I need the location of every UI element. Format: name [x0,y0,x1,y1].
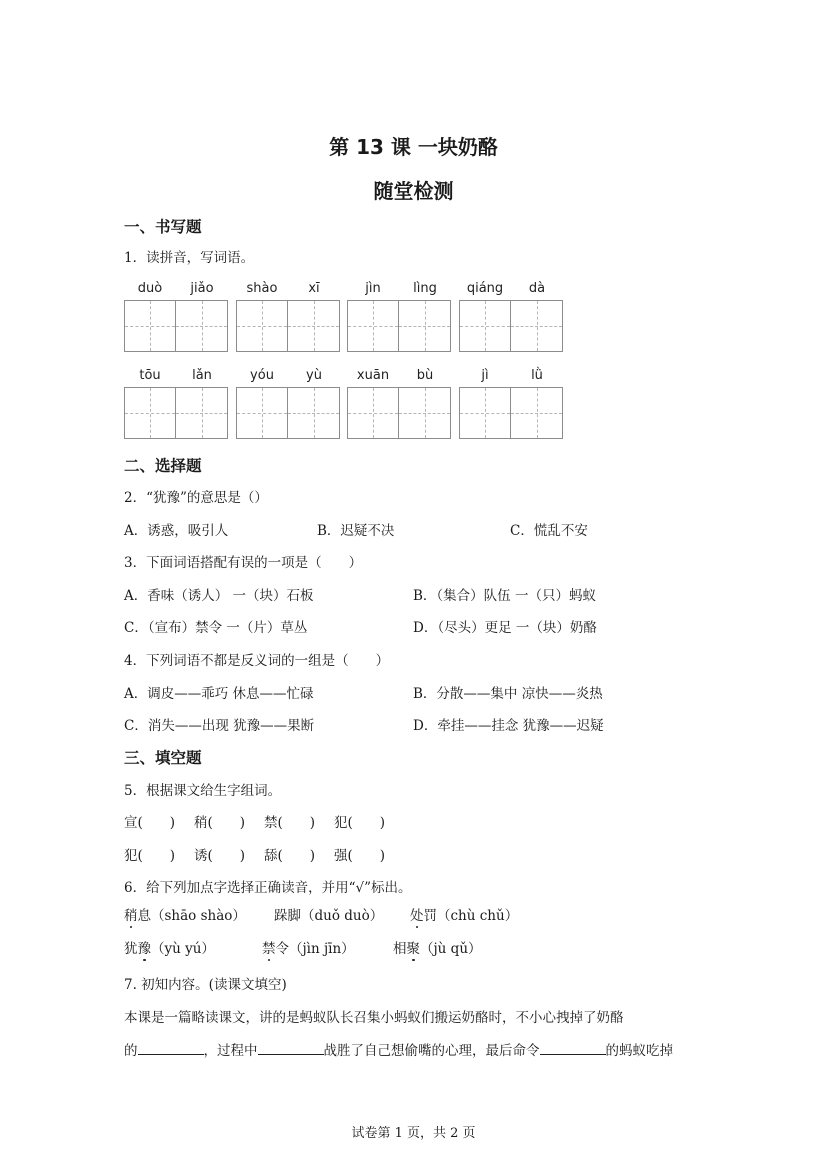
q7-text: 的 [124,1043,138,1059]
dotted-word-char: 息 [137,908,151,924]
guide-line [348,413,398,414]
page-title: 第 13 课 一块奶酪 [329,135,498,159]
pinyin-label: shào [246,281,278,296]
guide-line [125,326,175,327]
question-2-stem: 2．“犹豫”的意思是（） [124,490,268,506]
q3-option-d[interactable]: D．（尽头）更足 一（块）奶酪 [413,620,597,636]
writing-cell[interactable] [125,301,176,351]
question-6-stem: 6．给下列加点字选择正确读音，并用“√”标出。 [124,880,412,896]
q5-item[interactable]: 犯( ) [124,848,176,864]
writing-cell[interactable] [176,388,227,438]
writing-cell[interactable] [125,388,176,438]
q3-option-b[interactable]: B．（集合）队伍 一（只）蚂蚁 [413,588,596,604]
dotted-word-char: 聚 [407,937,421,957]
q5-item[interactable]: 犯( ) [334,815,386,831]
pinyin-label: qiáng [466,281,504,296]
pinyin-choices[interactable]: （jù qǔ） [420,941,482,957]
question-1-stem: 1．读拼音，写词语。 [124,250,255,266]
guide-line [125,413,175,414]
dotted-word-char: 稍 [124,904,138,924]
writing-cell[interactable] [237,301,288,351]
q2-option-b[interactable]: B．迟疑不决 [317,523,395,539]
dotted-word-char: 罚 [423,908,437,924]
page-footer: 试卷第 1 页，共 2 页 [351,1126,476,1141]
section-heading-writing: 一、书写题 [124,218,202,236]
q7-passage-line-2 [124,1039,673,1059]
dotted-word-char: 令 [275,941,289,957]
q4-option-a[interactable]: A．调皮——乖巧 休息——忙碌 [124,686,314,702]
writing-cell[interactable] [460,301,511,351]
writing-cell[interactable] [399,301,450,351]
pinyin-label: jiǎo [190,281,214,296]
q2-option-c[interactable]: C．慌乱不安 [510,523,588,539]
pinyin-label: lìng [413,281,437,296]
q6-item[interactable] [124,904,246,924]
q6-item[interactable] [393,937,482,957]
q5-item[interactable]: 禁( ) [264,815,316,831]
pinyin-label: bù [416,368,434,383]
q5-item[interactable]: 诱( ) [194,848,246,864]
writing-cell[interactable] [348,301,399,351]
section-heading-fill: 三、填空题 [124,749,202,767]
dotted-word-char: 处 [410,904,424,924]
dotted-word-char: 豫 [138,937,152,957]
writing-cell[interactable] [399,388,450,438]
writing-cell[interactable] [288,301,339,351]
pinyin-label: lǜ [531,368,543,383]
pinyin-choices[interactable]: （shāo shào） [151,908,246,924]
dotted-word-char: 禁 [262,937,276,957]
q5-item[interactable]: 舔( ) [264,848,316,864]
q7-blank-3[interactable] [540,1040,606,1055]
q7-blank-2[interactable] [258,1040,324,1055]
guide-line [399,413,450,414]
q3-option-a[interactable]: A．香味（诱人） 一（块）石板 [124,588,314,604]
q6-item[interactable] [124,937,215,957]
writing-cell[interactable] [511,301,562,351]
q5-item[interactable]: 强( ) [334,848,386,864]
guide-line [237,413,287,414]
pinyin-label: xuān [356,368,390,383]
question-7-stem: 7. 初知内容。(读课文填空) [124,977,287,993]
q6-item[interactable] [410,904,518,924]
guide-line [399,326,450,327]
pinyin-label: yù [306,368,322,383]
pinyin-choices[interactable]: （jìn jīn） [289,941,355,957]
pinyin-label: yóu [250,368,274,383]
q5-item[interactable]: 宣( ) [124,815,176,831]
q5-item[interactable]: 稍( ) [194,815,246,831]
q6-item[interactable] [262,937,355,957]
guide-line [237,326,287,327]
dotted-word-char: 相 [393,941,407,957]
pinyin-label: tōu [139,368,161,383]
pinyin-label: jìn [365,281,381,296]
writing-grid[interactable] [236,387,340,439]
q4-option-d[interactable]: D．牵挂——挂念 犹豫——迟疑 [413,718,604,734]
q7-blank-1[interactable] [138,1040,204,1055]
writing-grid[interactable] [459,300,563,352]
q7-passage-line-1: 本课是一篇略读课文，讲的是蚂蚁队长召集小蚂蚁们搬运奶酪时，不小心拽掉了奶酪 [124,1010,624,1026]
writing-cell[interactable] [237,388,288,438]
guide-line [460,326,510,327]
pinyin-label: lǎn [192,368,212,383]
writing-grid[interactable] [347,387,451,439]
writing-cell[interactable] [288,388,339,438]
q7-text: 战胜了自己想偷嘴的心理，最后命令 [323,1043,540,1059]
pinyin-label: jì [481,368,489,383]
q6-item[interactable] [274,904,383,924]
writing-grid[interactable] [124,387,228,439]
writing-cell[interactable] [460,388,511,438]
q4-option-b[interactable]: B．分散——集中 凉快——炎热 [413,686,603,702]
guide-line [460,413,510,414]
section-heading-choice: 二、选择题 [124,457,202,475]
question-5-stem: 5．根据课文给生字组词。 [124,783,282,799]
pinyin-choices[interactable]: （yù yú） [151,941,215,957]
guide-line [176,326,227,327]
pinyin-choices[interactable]: （duǒ duò） [301,908,384,924]
guide-line [288,326,339,327]
writing-grid[interactable] [347,300,451,352]
guide-line [176,413,227,414]
pinyin-label: duò [137,281,163,296]
dotted-word-char: 犹 [124,941,138,957]
guide-line [288,413,339,414]
page-subtitle: 随堂检测 [373,179,454,203]
pinyin-label: xī [308,281,320,296]
q7-text: 的蚂蚁吃掉 [605,1043,673,1059]
guide-line [511,326,562,327]
writing-cell[interactable] [511,388,562,438]
writing-grid[interactable] [236,300,340,352]
writing-grid[interactable] [124,300,228,352]
q3-option-c[interactable]: C．（宣布）禁令 一（片）草丛 [124,620,308,636]
writing-cell[interactable] [348,388,399,438]
question-3-stem: 3．下面词语搭配有误的一项是（ ） [124,555,363,571]
q7-text: ，过程中 [203,1043,258,1059]
pinyin-label: dà [528,281,546,296]
dotted-word-char: 跺 [274,908,288,924]
guide-line [348,326,398,327]
pinyin-choices[interactable]: （chù chǔ） [437,908,519,924]
q4-option-c[interactable]: C．消失——出现 犹豫——果断 [124,718,315,734]
writing-cell[interactable] [176,301,227,351]
guide-line [511,413,562,414]
q2-option-a[interactable]: A．诱惑，吸引人 [124,523,229,539]
question-4-stem: 4．下列词语不都是反义词的一组是（ ） [124,653,390,669]
writing-grid[interactable] [459,387,563,439]
dotted-word-char: 脚 [287,908,301,924]
